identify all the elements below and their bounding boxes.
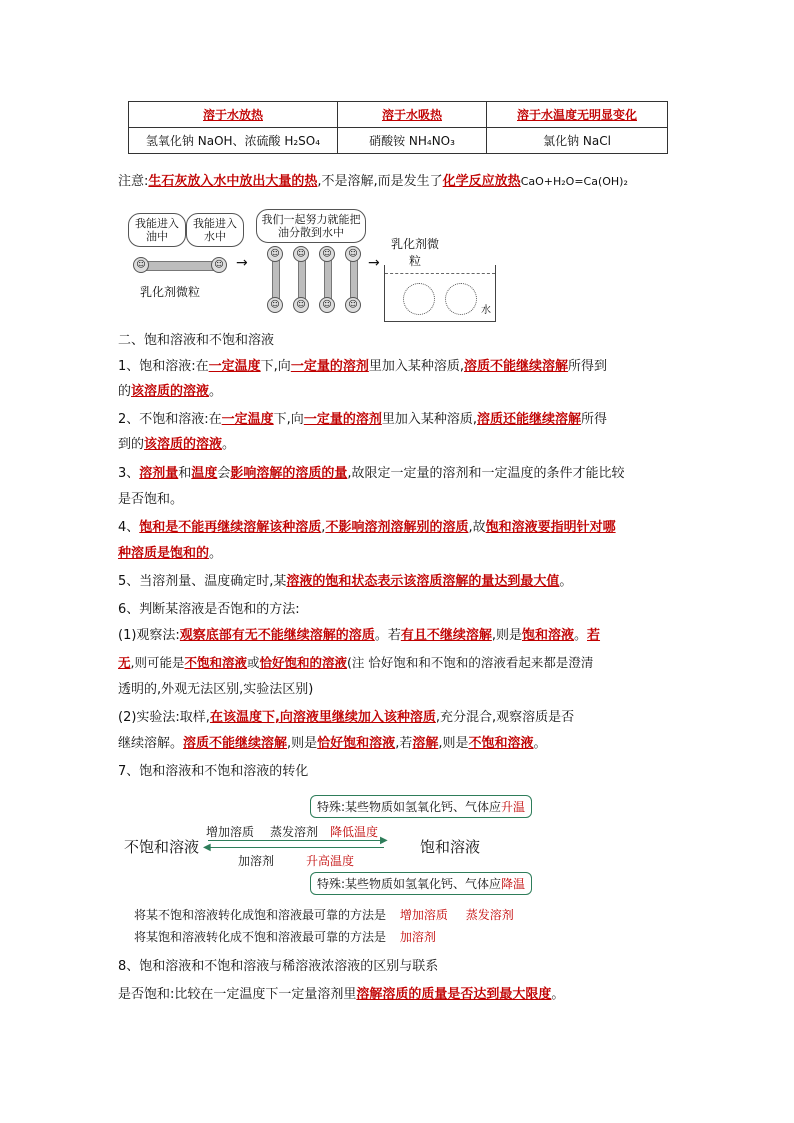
label-emulsifier-particle: 乳化剂微粒 xyxy=(390,237,439,268)
molecule-tail: ☺ xyxy=(267,297,283,313)
micelle xyxy=(445,283,477,315)
para-6a-line3: 透明的,外观无法区别,实验法区别) xyxy=(118,682,314,697)
method-2: 将某饱和溶液转化成不饱和溶液最可靠的方法是 加溶剂 xyxy=(134,930,436,944)
para-6b-line2: 继续溶解。溶质不能继续溶解,则是恰好饱和溶液,若溶解,则是不饱和溶液。 xyxy=(118,736,547,751)
note-line xyxy=(118,173,628,191)
note-prefix: 注意: xyxy=(118,174,149,189)
note-mid: ,不是溶解,而是发生了 xyxy=(317,174,443,189)
arrow-icon: → xyxy=(368,255,380,271)
para-6: 6、判断某溶液是否饱和的方法: xyxy=(118,602,300,617)
para-2-line2: 到的该溶质的溶液。 xyxy=(118,437,236,452)
molecule-head: ☺ xyxy=(293,246,309,262)
arrow-right-icon: ▶ xyxy=(380,835,388,846)
table-header-row xyxy=(129,102,668,128)
label-evaporate: 蒸发溶剂 xyxy=(270,825,319,839)
para-5: 5、当溶剂量、温度确定时,某溶液的饱和状态表示该溶质溶解的量达到最大值。 xyxy=(118,574,573,589)
molecule-head: ☺ xyxy=(345,246,361,262)
molecule-tail: ☺ xyxy=(345,297,361,313)
para-9: 是否饱和:比较在一定温度下一定量溶剂里溶解溶质的质量是否达到最大限度。 xyxy=(118,987,565,1002)
micelle xyxy=(403,283,435,315)
molecule-tail: ☺ xyxy=(293,297,309,313)
molecule-head: ☺ xyxy=(133,257,149,273)
molecule-tail: ☺ xyxy=(319,297,335,313)
arrow-backward xyxy=(208,847,384,848)
arrow-left-icon: ◀ xyxy=(203,842,211,853)
label-add-solute: 增加溶质 xyxy=(206,825,255,839)
table-header: 溶于水吸热 xyxy=(338,102,487,128)
section-title: 二、饱和溶液和不饱和溶液 xyxy=(118,333,275,348)
beaker xyxy=(384,265,496,322)
method-1: 将某不饱和溶液转化成饱和溶液最可靠的方法是 增加溶质 蒸发溶剂 xyxy=(134,908,514,922)
special-note-top: 特殊:某些物质如氢氧化钙、气体应升温 xyxy=(310,795,532,818)
label-lower-temp: 降低温度 xyxy=(330,825,379,839)
para-3-line1: 3、溶剂量和温度会影响溶解的溶质的量,故限定一定量的溶剂和一定温度的条件才能比较 xyxy=(118,466,625,481)
para-1-line2: 的该溶质的溶液。 xyxy=(118,384,223,399)
para-6b-line1: (2)实验法:取样,在该温度下,向溶液里继续加入该种溶质,充分混合,观察溶质是否 xyxy=(118,710,575,725)
para-4-line1: 4、饱和是不能再继续溶解该种溶质,不影响溶剂溶解别的溶质,故饱和溶液要指明针对哪 xyxy=(118,520,616,535)
para-3-line2: 是否饱和。 xyxy=(118,492,184,507)
saturated-label: 饱和溶液 xyxy=(420,838,481,856)
emulsifier-molecule xyxy=(138,261,220,271)
para-6a-line2: 无,则可能是不饱和溶液或恰好饱和的溶液(注 恰好饱和和不饱和的溶液看起来都是澄清 xyxy=(118,655,594,670)
molecule-head: ☺ xyxy=(319,246,335,262)
label-raise-temp: 升高温度 xyxy=(306,854,355,868)
para-7: 7、饱和溶液和不饱和溶液的转化 xyxy=(118,764,309,779)
para-6a-line1: (1)观察法:观察底部有无不能继续溶解的溶质。若有且不继续溶解,则是饱和溶液。若 xyxy=(118,628,601,643)
arrow-forward xyxy=(208,840,384,841)
table-cell: 氢氧化钠 NaOH、浓硫酸 H₂SO₄ xyxy=(129,128,338,154)
note-key2: 化学反应放热 xyxy=(442,174,521,189)
unsaturated-label: 不饱和溶液 xyxy=(124,838,200,856)
note-key1: 生石灰放入水中放出大量的热 xyxy=(148,174,318,189)
bubble-together: 我们一起努力就能把油分散到水中 xyxy=(256,209,366,243)
emulsifier-figure xyxy=(118,205,508,325)
label-add-solvent: 加溶剂 xyxy=(238,854,275,868)
bubble-oil: 我能进入油中 xyxy=(128,213,186,247)
water-label: 水 xyxy=(481,305,491,316)
arrow-icon: → xyxy=(236,255,248,271)
bubble-water: 我能进入水中 xyxy=(186,213,244,247)
special-note-bottom: 特殊:某些物质如氢氧化钙、气体应降温 xyxy=(310,872,532,895)
label-emulsifier: 乳化剂微粒 xyxy=(140,285,201,299)
para-2-line1: 2、不饱和溶液:在一定温度下,向一定量的溶剂里加入某种溶质,溶质还能继续溶解所得 xyxy=(118,412,607,427)
heat-effect-table xyxy=(128,101,668,154)
molecule-head: ☺ xyxy=(211,257,227,273)
water-line xyxy=(385,273,495,275)
table-header: 溶于水温度无明显变化 xyxy=(487,102,668,128)
para-4-line2: 种溶质是饱和的。 xyxy=(118,546,223,561)
para-1-line1: 1、饱和溶液:在一定温度下,向一定量的溶剂里加入某种溶质,溶质不能继续溶解所得到 xyxy=(118,359,607,374)
molecule-head: ☺ xyxy=(267,246,283,262)
note-formula: CaO+H₂O=Ca(OH)₂ xyxy=(520,175,628,188)
table-header: 溶于水放热 xyxy=(129,102,338,128)
para-8: 8、饱和溶液和不饱和溶液与稀溶液浓溶液的区别与联系 xyxy=(118,959,439,974)
table-cell: 硝酸铵 NH₄NO₃ xyxy=(338,128,487,154)
table-row xyxy=(129,128,668,154)
table-cell: 氯化钠 NaCl xyxy=(487,128,668,154)
